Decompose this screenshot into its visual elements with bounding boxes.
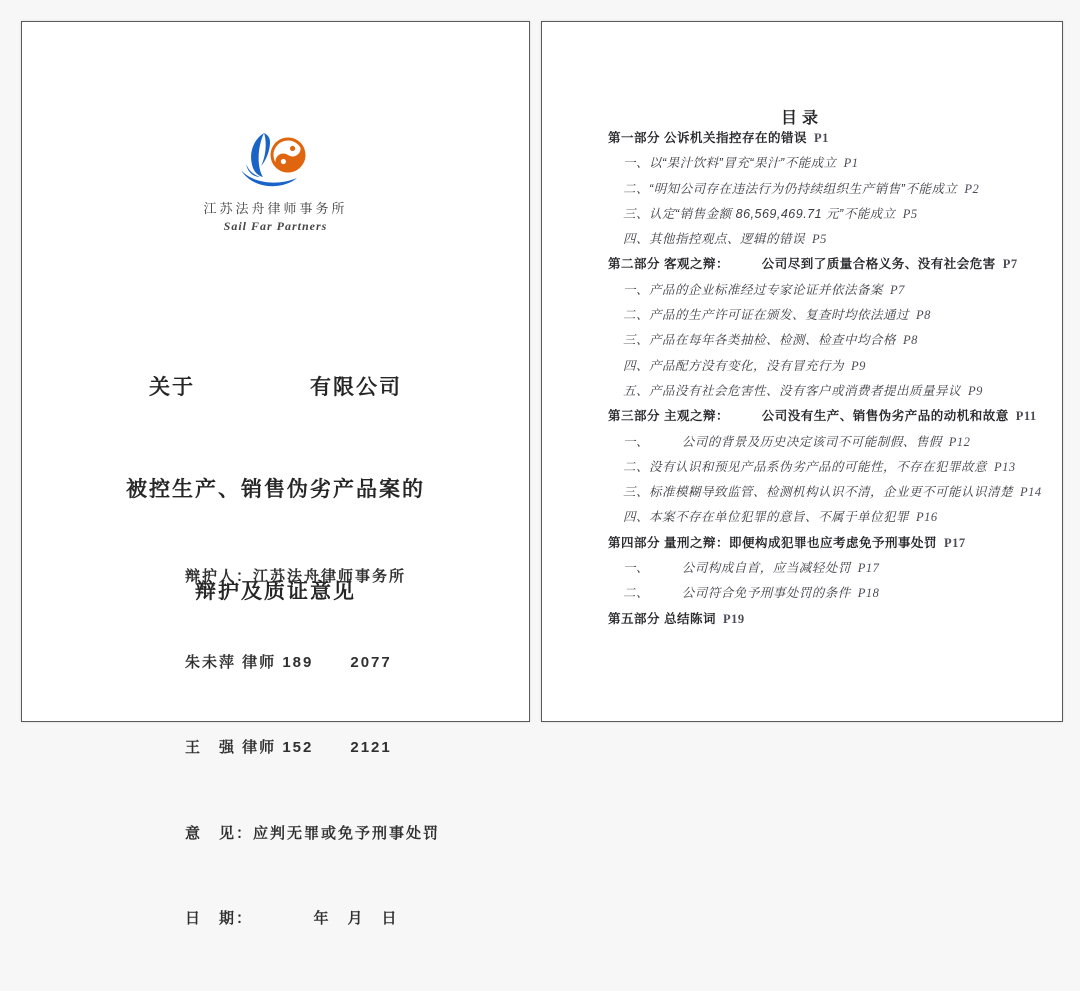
toc-row-label: 第二部分 客观之辩： 公司尽到了质量合格义务、没有社会危害	[608, 257, 996, 272]
toc-row-page: P2	[964, 181, 980, 196]
toc-row	[608, 151, 1034, 176]
toc-row	[608, 556, 1034, 581]
toc-row-label: 三、产品在每年各类抽检、检测、检查中均合格	[623, 333, 897, 348]
toc-row-label: 四、产品配方没有变化，没有冒充行为	[623, 358, 845, 373]
toc-row-label: 一、 公司的背景及历史决定该司不可能制假、售假	[623, 434, 942, 449]
date-line: 日 期： 年 月 日	[185, 910, 399, 927]
toc-row	[608, 581, 1034, 606]
toc-row	[608, 531, 1034, 556]
toc-row-page: P8	[903, 333, 918, 348]
toc-title: 目录	[780, 110, 823, 127]
toc-row-page: P17	[943, 535, 966, 550]
toc-row-label: 二、没有认识和预见产品系伪劣产品的可能性，不存在犯罪故意	[623, 459, 988, 474]
opinion-line: 意 见：应判无罪或免予刑事处罚	[185, 824, 441, 842]
toc-row-label: 第三部分 主观之辩： 公司没有生产、销售伪劣产品的动机和故意	[608, 409, 1009, 424]
toc-row-page: P14	[1020, 485, 1042, 500]
toc-row-label: 二、“明知公司存在违法行为仍持续组织生产销售”不能成立	[623, 181, 958, 196]
toc-row	[608, 303, 1034, 328]
toc-row-page: P11	[1015, 409, 1037, 424]
toc-row-label: 三、标准模糊导致监管、检测机构认识不清，企业更不可能认识清楚	[623, 485, 1014, 500]
toc-row	[608, 227, 1034, 252]
toc-row-label: 三、认定“销售金额 86,569,469.71 元”不能成立	[623, 206, 896, 221]
toc-row-page: P8	[916, 308, 931, 323]
toc-row	[608, 607, 1034, 632]
lawyer1-line: 朱未萍 律师 189 2077	[185, 653, 392, 671]
firm-name-chinese: 江苏法舟律师事务所	[203, 201, 348, 216]
title-line-2: 被控生产、销售伪劣产品案的	[126, 478, 425, 501]
toc-row	[608, 126, 1034, 151]
toc-row	[608, 430, 1034, 455]
toc-row-label: 第四部分 量刑之辩：即便构成犯罪也应考虑免予刑事处罚	[608, 535, 937, 550]
toc-row-page: P5	[902, 206, 918, 221]
toc-row	[608, 455, 1034, 480]
toc-row	[608, 177, 1034, 202]
toc-row-page: P1	[843, 156, 859, 171]
cover-page	[21, 21, 530, 927]
toc-row-label: 五、产品没有社会危害性、没有客户或消费者提出质量异议	[623, 383, 962, 398]
toc-row-label: 一、 公司构成自首，应当减轻处罚	[623, 561, 851, 576]
toc-row-page: P9	[851, 358, 866, 373]
toc-row-page: P17	[857, 561, 880, 576]
toc-row-page: P12	[948, 434, 971, 449]
title-line-1: 关于 有限公司	[149, 376, 402, 399]
toc-row-page: P18	[857, 586, 880, 601]
toc-row	[608, 252, 1034, 277]
toc-row	[608, 404, 1037, 429]
toc-row	[608, 278, 1034, 303]
toc-list	[608, 126, 1042, 632]
toc-row-label: 四、其他指控观点、逻辑的错误	[623, 232, 806, 247]
lawyer2-line: 王 强 律师 152 2121	[185, 739, 392, 756]
toc-row	[608, 505, 1034, 530]
toc-row	[608, 480, 1042, 505]
toc-row-page: P9	[968, 383, 983, 398]
firm-name-english: Sail Far Partners	[223, 219, 328, 233]
toc-row-page: P7	[1002, 257, 1018, 272]
toc-row	[608, 354, 1034, 379]
firm-logo-block	[22, 130, 529, 234]
toc-row-label: 第五部分 总结陈词	[608, 611, 716, 626]
toc-row-label: 一、产品的企业标准经过专家论证并依法备案	[623, 282, 884, 297]
toc-row-page: P13	[994, 459, 1016, 474]
toc-row	[608, 328, 1034, 353]
toc-row-page: P5	[812, 232, 827, 247]
toc-row	[608, 379, 1034, 404]
toc-row-label: 第一部分 公诉机关指控存在的错误	[608, 131, 807, 145]
toc-row-label: 二、产品的生产许可证在颁发、复查时均依法通过	[623, 308, 910, 323]
toc-row-page: P16	[916, 510, 938, 525]
toc-page	[541, 21, 1063, 722]
toc-row-label: 四、本案不存在单位犯罪的意旨、不属于单位犯罪	[623, 510, 910, 525]
toc-row-label: 二、 公司符合免予刑事处罚的条件	[623, 586, 851, 601]
toc-row-page: P19	[722, 611, 745, 626]
yinyang-icon	[265, 133, 310, 178]
title-line-3: 辩护及质证意见	[195, 580, 356, 603]
toc-row-page: P1	[813, 131, 829, 145]
toc-row-label: 一、以“果汁饮料”冒充“果汁”不能成立	[623, 156, 837, 171]
toc-row-page: P7	[890, 282, 905, 297]
sail-far-logo-icon	[237, 130, 315, 190]
toc-row	[608, 202, 1034, 227]
defender-line: 辩护人：江苏法舟律师事务所	[185, 568, 407, 585]
defense-info-block	[185, 506, 440, 991]
